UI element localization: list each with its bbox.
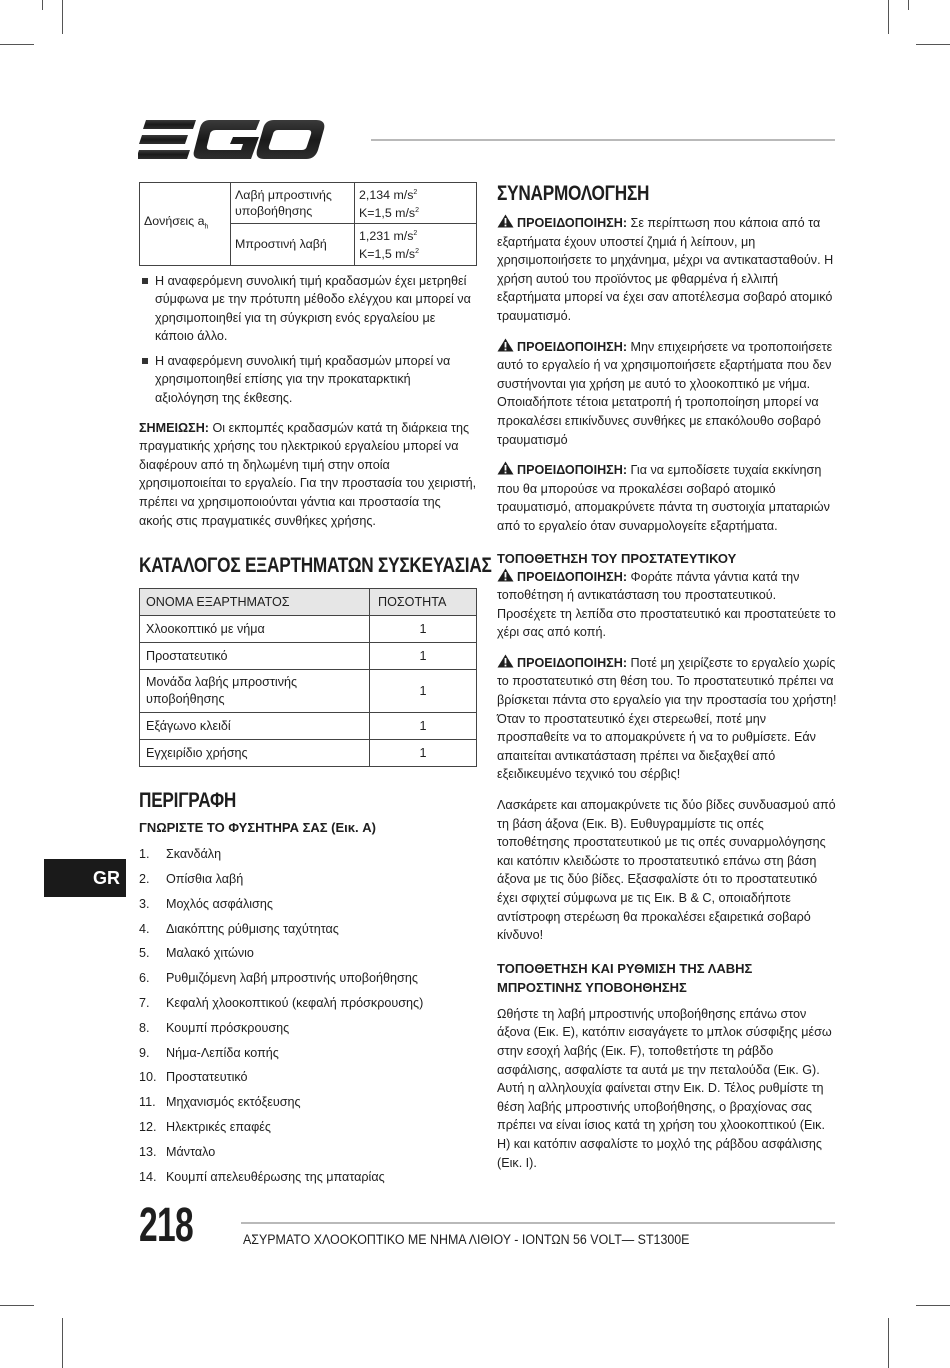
ego-logo (138, 118, 328, 162)
assembly-title: ΣΥΝΑΡΜΟΛΟΓΗΣΗ (497, 182, 650, 205)
guard-body: Λασκάρετε και απομακρύνετε τις δύο βίδες συνδυασμού από τη βάση άξονα (Εικ. B). Ευθυγραμμίστε τις οπές τοποθέτησης προστατευτικού με τις οπές συναρμολόγησης και κατόπιν κλειδώστε το προστατευτικό επάνω στη βάση άξονα με τις δύο βίδες. Εξασφαλίστε ότι το προστατευτικό έχει σφιχτεί σύμφωνα με τις Εικ. B & C, οποιαδήποτε αντίστροφη στερέωση θα προκαλέσει εξαιρετικά σοβαρό κίνδυνο! (497, 798, 836, 943)
left-column (139, 182, 492, 1192)
list-item: 5. Μαλακό χιτώνιο (139, 946, 254, 961)
vibration-label: Δονήσεις $a_h$ (140, 183, 231, 266)
right-column (497, 182, 837, 1172)
warning-paragraph (497, 214, 837, 326)
list-item: 13. Μάνταλο (139, 1144, 216, 1159)
accessory-qty: 1 (370, 740, 477, 767)
note-label: ΣΗΜΕΙΩΣΗ: (139, 420, 209, 435)
language-tab: GR (44, 859, 126, 897)
list-item: 9. Νήμα-Λεπίδα κοπής (139, 1045, 279, 1060)
warning-icon (497, 461, 514, 475)
accessory-name: Μονάδα λαβής μπροστινής υποβοήθησης (140, 670, 370, 713)
warning-icon (497, 214, 514, 228)
list-item: 7. Κεφαλή χλοοκοπτικού (κεφαλή πρόσκρουσης) (139, 996, 424, 1010)
bullet-item: Η αναφερόμενη συνολική τιμή κραδασμών μπορεί να χρησιμοποιηθεί επίσης για την προκαταρκτική αξιολόγηση της έκθεσης. (139, 352, 477, 408)
vibration-handle: Μπροστινή λαβή (231, 224, 355, 265)
list-item: 6. Ρυθμιζόμενη λαβή μπροστινής υποβοήθησης (139, 971, 418, 986)
list-item: 8. Κουμπί πρόσκρουσης (139, 1020, 290, 1035)
warning-label: ΠΡΟΕΙΔΟΠΟΙΗΣΗ: (517, 569, 628, 584)
vibration-handle: Λαβή μπροστινής υποβοήθησης (231, 183, 355, 224)
warning-text: Για να εμποδίσετε τυχαία εκκίνηση που θα μπορούσε να προκαλέσει σοβαρό ατομικό τραυματισμό, απομακρύνετε πάντα τη συστοιχία μπαταριών από το εργαλείο όταν συναρμολογείτε εξαρτήματα. (497, 463, 830, 533)
accessory-name: Εξάγωνο κλειδί (140, 713, 370, 740)
description-subtitle: ΓΝΩΡΙΣΤΕ ΤΟ ΦΥΣΗΤΗΡΑ ΣΑΣ (Εικ. A) (139, 820, 376, 836)
list-item: 3. Μοχλός ασφάλισης (139, 896, 273, 911)
warning-icon (497, 654, 514, 668)
warning-text: Ποτέ μη χειρίζεστε το εργαλείο χωρίς το προστατευτικό στη θέση του. Το προστατευτικό πρέπει να βρίσκεται πάντα στο εργαλείο για την προστασία του χρήστη! Όταν το προστατευτικό έχει στερεωθεί, ποτέ μην προσπαθείτε να το απομακρύνετε ή να το ρυθμίσετε. Εάν απαιτείται αντικατάσταση πρέπει να διεξαχθεί από εξειδικευμένο τεχνικό του σέρβις! (497, 655, 837, 782)
crop-mark (888, 0, 889, 34)
accessory-qty: 1 (370, 713, 477, 740)
crop-mark (916, 44, 950, 45)
page-number: 218 (139, 1199, 193, 1252)
list-item: 11. Μηχανισμός εκτόξευσης (139, 1095, 301, 1110)
footer-text: ΑΣΥΡΜΑΤΟ ΧΛΟΟΚΟΠΤΙΚΟ ΜΕ ΝΗΜΑ ΛΙΘΙΟΥ - ΙΟΝΤΩΝ 56 VOLT— ST1300E (243, 1232, 690, 1247)
list-item: 1. Σκανδάλη (139, 847, 222, 862)
accessory-qty: 1 (370, 643, 477, 670)
vibration-bullets (139, 272, 477, 408)
list-item: 4. Διακόπτης ρύθμισης ταχύτητας (139, 921, 339, 936)
header-rule (371, 139, 835, 141)
warning-text: Μην επιχειρήσετε να τροποποιήσετε αυτό το εργαλείο ή να χρησιμοποιήσετε εξαρτήματα που δεν συστήνονται για χρήση με αυτό το χλοοκοπτικό με νήμα. Οποιαδήποτε τέτοια μετατροπή ή τροποποίηση μπορεί να προκαλέσει επικίνδυνες συνθήκες με επακόλουθο σοβαρό τραυματισμό (497, 339, 833, 447)
warning-paragraph (497, 654, 837, 784)
warning-label: ΠΡΟΕΙΔΟΠΟΙΗΣΗ: (517, 339, 628, 354)
parts-list (139, 845, 477, 1192)
description-title: ΠΕΡΙΓΡΑΦΗ (139, 789, 237, 813)
accessory-name: Προστατευτικό (140, 643, 370, 670)
accessories-col-name: ΟΝΟΜΑ ΕΞΑΡΤΗΜΑΤΟΣ (140, 589, 370, 616)
warning-label: ΠΡΟΕΙΔΟΠΟΙΗΣΗ: (517, 655, 628, 670)
crop-mark (0, 44, 34, 45)
crop-mark (908, 0, 909, 10)
table-row (140, 616, 477, 643)
crop-mark (62, 0, 63, 34)
warning-label: ΠΡΟΕΙΔΟΠΟΙΗΣΗ: (517, 463, 628, 478)
list-item: 14. Κουμπί απελευθέρωσης της μπαταρίας (139, 1169, 385, 1184)
warning-text: Σε περίπτωση που κάποια από τα εξαρτήματα έχουν υποστεί ζημιά ή λείπουν, μη χρησιμοποιήσετε το μηχάνημα, μέχρι να αντικατασταθούν. Η χρήση αυτού του προϊόντος με φθαρμένα ή ελλιπή εξαρτήματα μπορεί να έχει σαν αποτέλεσμα σοβαρό ατομικό τραυματισμό. (497, 216, 834, 323)
warning-paragraph (497, 568, 837, 642)
crop-mark (42, 0, 43, 10)
warning-paragraph (497, 461, 837, 535)
accessories-title: ΚΑΤΑΛΟΓΟΣ ΕΞΑΡΤΗΜΑΤΩΝ ΣΥΣΚΕΥΑΣΙΑΣ (139, 554, 492, 578)
table-row (140, 713, 477, 740)
note-text: Οι εκπομπές κραδασμών κατά τη διάρκεια της πραγματικής χρήσης του ηλεκτρικού εργαλείου μπορεί να διαφέρουν από τη δηλωμένη τιμή στην οποία χρησιμοποιείται το εργαλείο. Για την προστασία του χειριστή, πρέπει να χρησιμοποιούνται γάντια και προστασία της ακοής στις πραγματικές συνθήκες χρήσης. (139, 420, 477, 528)
vibration-value: 1,231 $m/s^2$ K=1,5 $m/s^2$ (355, 224, 477, 265)
handle-body: Ωθήστε τη λαβή μπροστινής υποβοήθησης επάνω στον άξονα (Εικ. E), κατόπιν εισαγάγετε το μπλοκ σύσφιξης μέσω στην εσοχή λαβής (Εικ. F), τοποθετήστε τη ράβδο ασφάλισης, ασφαλίστε τα αυτά με την πεταλούδα (Εικ. G). Αυτή η αλληλουχία φαίνεται στην Εικ. D. Τέλος ρυθμίστε τη θέση λαβής μπροστινής υποβοήθησης, ο βραχίονας σας πρέπει να είναι ίσιος κατά τη χρήση του χλοοκοπτικού (Εικ. H) και κατόπιν ασφαλίστε το μοχλό της ράβδου ασφάλισης (Εικ. I). (497, 1006, 832, 1170)
accessory-qty: 1 (370, 616, 477, 643)
list-item: 10. Προστατευτικό (139, 1070, 248, 1085)
list-item: 2. Οπίσθια λαβή (139, 872, 244, 887)
accessory-name: Εγχειρίδιο χρήσης (140, 740, 370, 767)
accessory-name: Χλοοκοπτικό με νήμα (140, 616, 370, 643)
vibration-table (139, 182, 477, 266)
bullet-item: Η αναφερόμενη συνολική τιμή κραδασμών έχει μετρηθεί σύμφωνα με την πρότυπη μέθοδο ελέγχου και μπορεί να χρησιμοποιηθεί για τη σύγκριση ενός εργαλείου με κάποιο άλλο. (139, 272, 477, 346)
warning-paragraph (497, 338, 837, 450)
warning-icon (497, 338, 514, 352)
vibration-value: 2,134 $m/s^2$ K=1,5 $m/s^2$ (355, 183, 477, 224)
warning-icon (497, 568, 514, 582)
table-row (140, 643, 477, 670)
handle-title: ΤΟΠΟΘΕΤΗΣΗ ΚΑΙ ΡΥΘΜΙΣΗ ΤΗΣ ΛΑΒΗΣ ΜΠΡΟΣΤΙΝΗΣ ΥΠΟΒΟΗΘΗΣΗΣ (497, 960, 753, 995)
accessory-qty: 1 (370, 670, 477, 713)
warning-label: ΠΡΟΕΙΔΟΠΟΙΗΣΗ: (517, 216, 628, 230)
accessories-col-qty: ΠΟΣΟΤΗΤΑ (370, 589, 477, 616)
warning-text: Φοράτε πάντα γάντια κατά την τοποθέτηση ή αντικατάσταση του προστατευτικού. Προσέχετε τη λεπίδα στο προστατευτικό και προστατεύετε το χέρι σας από κοπή. (497, 569, 836, 640)
crop-mark (916, 1305, 950, 1306)
crop-mark (0, 1305, 34, 1306)
table-row (140, 740, 477, 767)
guard-title: ΤΟΠΟΘΕΤΗΣΗ ΤΟΥ ΠΡΟΣΤΑΤΕΥΤΙΚΟΥ (497, 550, 737, 566)
table-row (140, 670, 477, 713)
accessories-table (139, 588, 477, 767)
crop-mark (888, 1318, 889, 1368)
list-item: 12. Ηλεκτρικές επαφές (139, 1119, 271, 1134)
footer-rule (241, 1222, 835, 1224)
note-paragraph (139, 419, 477, 531)
crop-mark (62, 1318, 63, 1368)
